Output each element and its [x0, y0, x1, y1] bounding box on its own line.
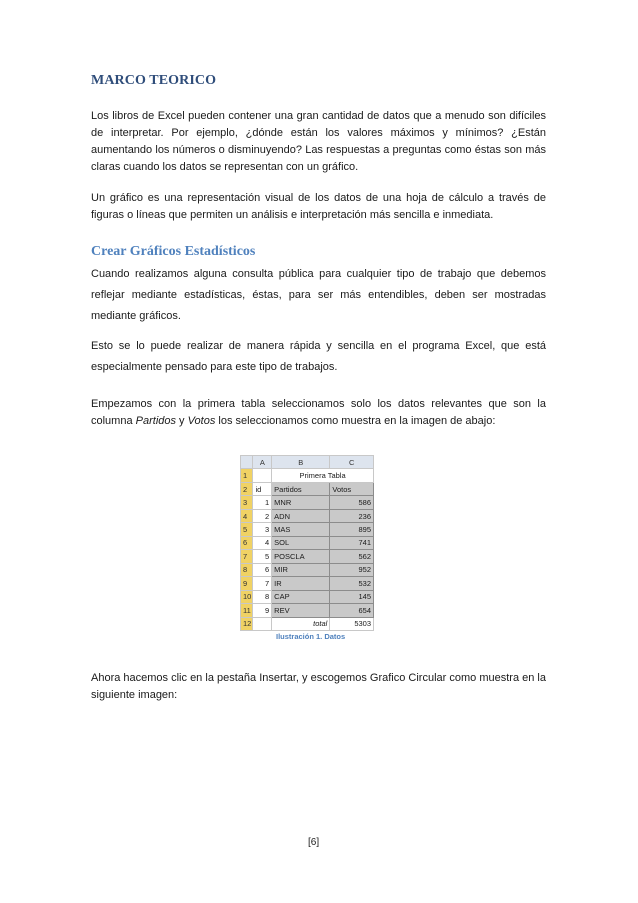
sheet-votos-cell: 895 [330, 523, 374, 536]
sheet-row [241, 469, 374, 482]
sheet-row [241, 523, 374, 536]
sheet-col-a: A [253, 456, 272, 469]
sheet-row-number: 10 [241, 590, 253, 603]
sheet-partido-cell: IR [272, 577, 330, 590]
term-votos: Votos [187, 415, 216, 427]
sheet-votos-cell: 586 [330, 496, 374, 509]
sheet-row-number: 6 [241, 536, 253, 549]
sheet-col-b: B [272, 456, 330, 469]
sheet-cell [253, 617, 272, 630]
sheet-header-cell: id [253, 482, 272, 495]
sheet-row [241, 482, 374, 495]
paragraph-seleccion-part-c: los seleccionamos como muestra en la imagen de abajo: [215, 415, 496, 427]
sheet-col-c: C [330, 456, 374, 469]
sheet-votos-cell: 145 [330, 590, 374, 603]
sheet-header-cell: Votos [330, 482, 374, 495]
sheet-row [241, 536, 374, 549]
sheet-row [241, 496, 374, 509]
paragraph-insertar: Ahora hacemos clic en la pestaña Insertar, y escogemos Grafico Circular como muestra en la siguiente imagen: [91, 672, 546, 701]
sheet-partido-cell: CAP [272, 590, 330, 603]
sheet-row [241, 577, 374, 590]
spreadsheet-image [240, 455, 374, 631]
sheet-row-number: 5 [241, 523, 253, 536]
sheet-partido-cell: POSCLA [272, 550, 330, 563]
sheet-cell [253, 469, 272, 482]
paragraph-seleccion [91, 396, 546, 430]
paragraph-seleccion-part-a: Empezamos con la primera tabla seleccionamos solo los datos relevantes que son la columna [91, 398, 546, 427]
sheet-id-cell: 1 [253, 496, 272, 509]
sheet-id-cell: 5 [253, 550, 272, 563]
sheet-corner [241, 456, 253, 469]
heading-crear-graficos: Crear Gráficos Estadísticos [91, 244, 256, 259]
sheet-row-number: 4 [241, 509, 253, 522]
sheet-id-cell: 8 [253, 590, 272, 603]
sheet-id-cell: 7 [253, 577, 272, 590]
sheet-data-rows [241, 496, 374, 617]
sheet-column-header-row [241, 456, 374, 469]
sheet-row-number: 8 [241, 563, 253, 576]
sheet-row-number: 3 [241, 496, 253, 509]
figure-caption: Ilustración 1. Datos [276, 632, 346, 641]
sheet-row-number: 9 [241, 577, 253, 590]
sheet-row [241, 563, 374, 576]
sheet-partido-cell: SOL [272, 536, 330, 549]
sheet-id-cell: 3 [253, 523, 272, 536]
paragraph-definition: Un gráfico es una representación visual de los datos de una hoja de cálculo a través de figuras o líneas que permiten un análisis e interpretación más sencilla e inmediata. [91, 192, 546, 221]
sheet-partido-cell: MAS [272, 523, 330, 536]
sheet-id-cell: 6 [253, 563, 272, 576]
sheet-votos-cell: 532 [330, 577, 374, 590]
sheet-id-cell: 9 [253, 604, 272, 618]
sheet-partido-cell: MIR [272, 563, 330, 576]
sheet-row [241, 617, 374, 630]
paragraph-excel: Esto se lo puede realizar de manera rápida y sencilla en el programa Excel, que está especialmente pensado para este tipo de trabajos. [91, 340, 546, 373]
sheet-header-cell: Partidos [272, 482, 330, 495]
sheet-partido-cell: MNR [272, 496, 330, 509]
sheet-row-number: 11 [241, 604, 253, 618]
sheet-total-label: total [272, 617, 330, 630]
sheet-row [241, 604, 374, 618]
sheet-row-number: 1 [241, 469, 253, 482]
term-partidos: Partidos [135, 415, 176, 427]
sheet-title-cell: Primera Tabla [272, 469, 374, 482]
sheet-row-number: 7 [241, 550, 253, 563]
sheet-partido-cell: ADN [272, 509, 330, 522]
sheet-total-value: 5303 [330, 617, 374, 630]
sheet-votos-cell: 562 [330, 550, 374, 563]
paragraph-seleccion-part-b: y [176, 415, 188, 427]
sheet-votos-cell: 952 [330, 563, 374, 576]
sheet-votos-cell: 741 [330, 536, 374, 549]
sheet-votos-cell: 236 [330, 509, 374, 522]
paragraph-intro: Los libros de Excel pueden contener una gran cantidad de datos que a menudo son difíciles de interpretar. Por ejemplo, ¿dónde están los valores máximos y mínimos? ¿Están aumentando los números o disminuyendo? Las respuestas a preguntas como éstas son más claras cuando los datos se representan con un gráfico. [91, 110, 546, 173]
page-number: [6] [308, 837, 320, 848]
sheet-row-number: 12 [241, 617, 253, 630]
sheet-id-cell: 2 [253, 509, 272, 522]
paragraph-consulta: Cuando realizamos alguna consulta pública para cualquier tipo de trabajo que debemos reflejar mediante estadísticas, éstas, para ser más entendibles, deben ser mostradas mediante gráficos. [91, 268, 546, 322]
sheet-id-cell: 4 [253, 536, 272, 549]
sheet-row [241, 550, 374, 563]
sheet-votos-cell: 654 [330, 604, 374, 618]
heading-marco-teorico: MARCO TEORICO [91, 73, 217, 88]
sheet-row [241, 509, 374, 522]
sheet-row [241, 590, 374, 603]
sheet-partido-cell: REV [272, 604, 330, 618]
sheet-row-number: 2 [241, 482, 253, 495]
